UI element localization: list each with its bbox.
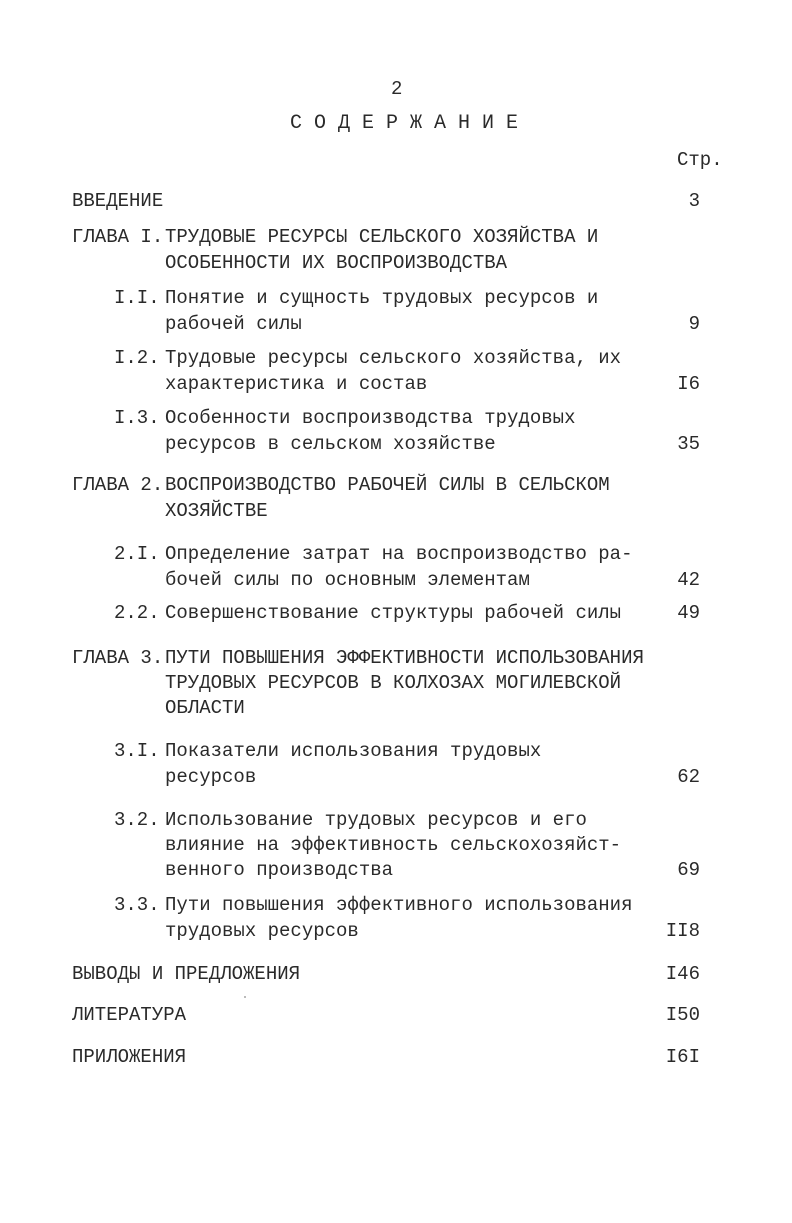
toc-section-title: Понятие и сущность трудовых ресурсов и: [165, 287, 599, 309]
toc-chapter3-title: ПУТИ ПОВЫШЕНИЯ ЭФФЕКТИВНОСТИ ИСПОЛЬЗОВАНИЯ: [165, 647, 644, 669]
toc-section-title: Определение затрат на воспроизводство ра-: [165, 543, 633, 565]
toc-chapter1-title: ТРУДОВЫЕ РЕСУРСЫ СЕЛЬСКОГО ХОЗЯЙСТВА И: [165, 226, 599, 248]
stray-mark: [244, 996, 246, 998]
toc-section-number: I.3.: [114, 407, 160, 429]
toc-chapter1-label: ГЛАВА I.: [72, 226, 164, 248]
toc-section-number: 3.2.: [114, 809, 160, 831]
toc-section-number: 2.2.: [114, 602, 160, 624]
page-number: 2: [391, 78, 403, 100]
toc-section-title: Пути повышения эффективного использования: [165, 894, 633, 916]
toc-section-page: 49: [677, 602, 700, 624]
toc-section-title-cont: влияние на эффективность сельскохозяйст-: [165, 834, 622, 856]
toc-section-page: II8: [665, 920, 700, 942]
toc-section-title: Совершенствование структуры рабочей силы: [165, 602, 622, 624]
toc-section-page: 42: [677, 569, 700, 591]
toc-section-number: 2.I.: [114, 543, 160, 565]
toc-chapter2-title-cont: ХОЗЯЙСТВЕ: [165, 500, 268, 522]
toc-literature-title: ЛИТЕРАТУРА: [72, 1004, 187, 1026]
toc-chapter1-title-cont: ОСОБЕННОСТИ ИХ ВОСПРОИЗВОДСТВА: [165, 252, 508, 274]
toc-section-title-cont: ресурсов: [165, 766, 257, 788]
toc-section-page: 35: [677, 433, 700, 455]
toc-chapter2-label: ГЛАВА 2.: [72, 474, 164, 496]
page-column-header: Стр.: [677, 149, 723, 171]
toc-conclusions-page: I46: [665, 963, 700, 985]
toc-section-title-cont: рабочей силы: [165, 313, 302, 335]
toc-chapter3-label: ГЛАВА 3.: [72, 647, 164, 669]
toc-section-title: Трудовые ресурсы сельского хозяйства, их: [165, 347, 622, 369]
toc-section-number: 3.3.: [114, 894, 160, 916]
toc-chapter3-title-cont: ОБЛАСТИ: [165, 697, 245, 719]
toc-section-title-cont: бочей силы по основным элементам: [165, 569, 530, 591]
toc-section-page: 9: [688, 313, 700, 335]
toc-conclusions-title: ВЫВОДЫ И ПРЕДЛОЖЕНИЯ: [72, 963, 301, 985]
toc-appendices-page: I6I: [665, 1046, 700, 1068]
toc-section-page: I6: [677, 373, 700, 395]
toc-section-title: Показатели использования трудовых: [165, 740, 542, 762]
page-title: С О Д Е Р Ж А Н И Е: [290, 112, 519, 135]
toc-intro-page: 3: [688, 190, 700, 212]
toc-section-page: 69: [677, 859, 700, 881]
toc-section-title: Использование трудовых ресурсов и его: [165, 809, 587, 831]
toc-intro-title: ВВЕДЕНИЕ: [72, 190, 164, 212]
toc-section-number: I.I.: [114, 287, 160, 309]
toc-section-page: 62: [677, 766, 700, 788]
toc-literature-page: I50: [665, 1004, 700, 1026]
toc-section-title: Особенности воспроизводства трудовых: [165, 407, 576, 429]
toc-section-title-cont: трудовых ресурсов: [165, 920, 359, 942]
toc-section-title-cont: характеристика и состав: [165, 373, 428, 395]
toc-chapter2-title: ВОСПРОИЗВОДСТВО РАБОЧЕЙ СИЛЫ В СЕЛЬСКОМ: [165, 474, 610, 496]
toc-section-number: I.2.: [114, 347, 160, 369]
toc-appendices-title: ПРИЛОЖЕНИЯ: [72, 1046, 187, 1068]
toc-section-title-cont: ресурсов в сельском хозяйстве: [165, 433, 496, 455]
toc-chapter3-title-cont: ТРУДОВЫХ РЕСУРСОВ В КОЛХОЗАХ МОГИЛЕВСКОЙ: [165, 672, 622, 694]
toc-section-number: 3.I.: [114, 740, 160, 762]
toc-section-title-cont: венного производства: [165, 859, 394, 881]
